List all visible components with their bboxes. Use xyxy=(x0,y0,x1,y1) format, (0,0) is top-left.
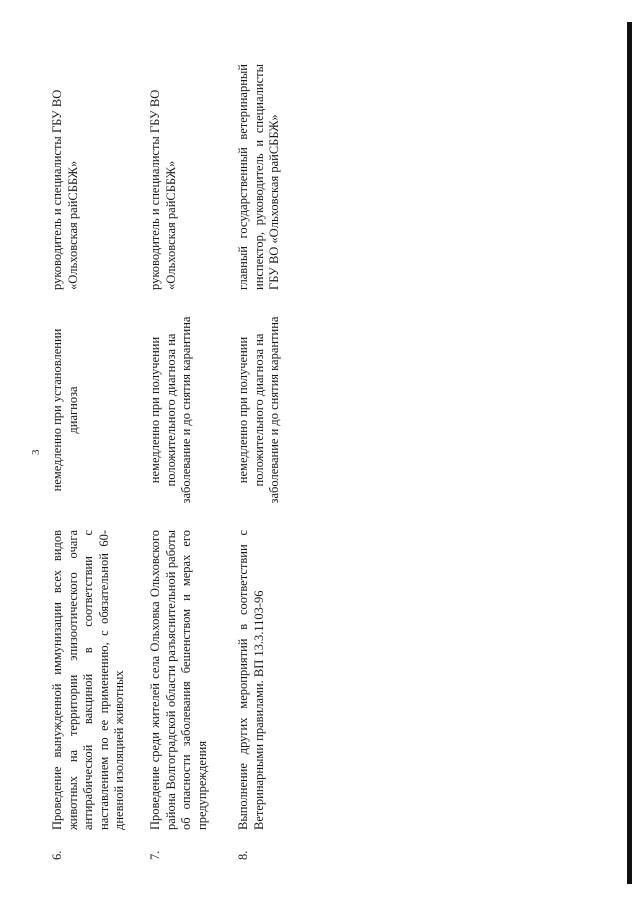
responsible-text: руководитель и специалисты ГБУ ВО «Ольховская райСББЖ» xyxy=(50,89,80,290)
measure-text: Проведение среди жителей села Ольховка Ольховского района Волгоградской области разъяснительной работы об опасности заболевания бешенством и мерах его предупреждения xyxy=(148,530,209,830)
rotated-table-page xyxy=(30,60,310,860)
scan-edge-bar xyxy=(627,22,632,884)
measure-text: Выполнение других мероприятий в соответствии с Ветеринарными правилами. ВП 13.3.1103-96 xyxy=(236,530,266,830)
row-number: 7. xyxy=(148,850,162,860)
responsible-text: главный государственный ветеринарный инспектор, руководитель и специалисты ГБУ ВО «Ольховская райСББЖ» xyxy=(236,64,281,290)
term-text: немедленно при установлении диагноза xyxy=(50,328,80,492)
page-number: 3 xyxy=(30,449,42,455)
term-text: немедленно при получении положительного диагноза на заболевание и до снятия карантина xyxy=(148,316,193,504)
term-text: немедленно при получении положительного диагноза на заболевание и до снятия карантина xyxy=(236,316,281,504)
measure-text: Проведение вынужденной иммунизации всех видов животных на территории эпизоотического очага антирабической вакциной в соответствии с наставлением по ее применению, с обязательной 60-дневной изоляцией животных xyxy=(50,530,126,830)
row-number: 6. xyxy=(50,850,64,860)
responsible-text: руководитель и специалисты ГБУ ВО «Ольховская райСББЖ» xyxy=(148,89,178,290)
row-number: 8. xyxy=(236,850,250,860)
